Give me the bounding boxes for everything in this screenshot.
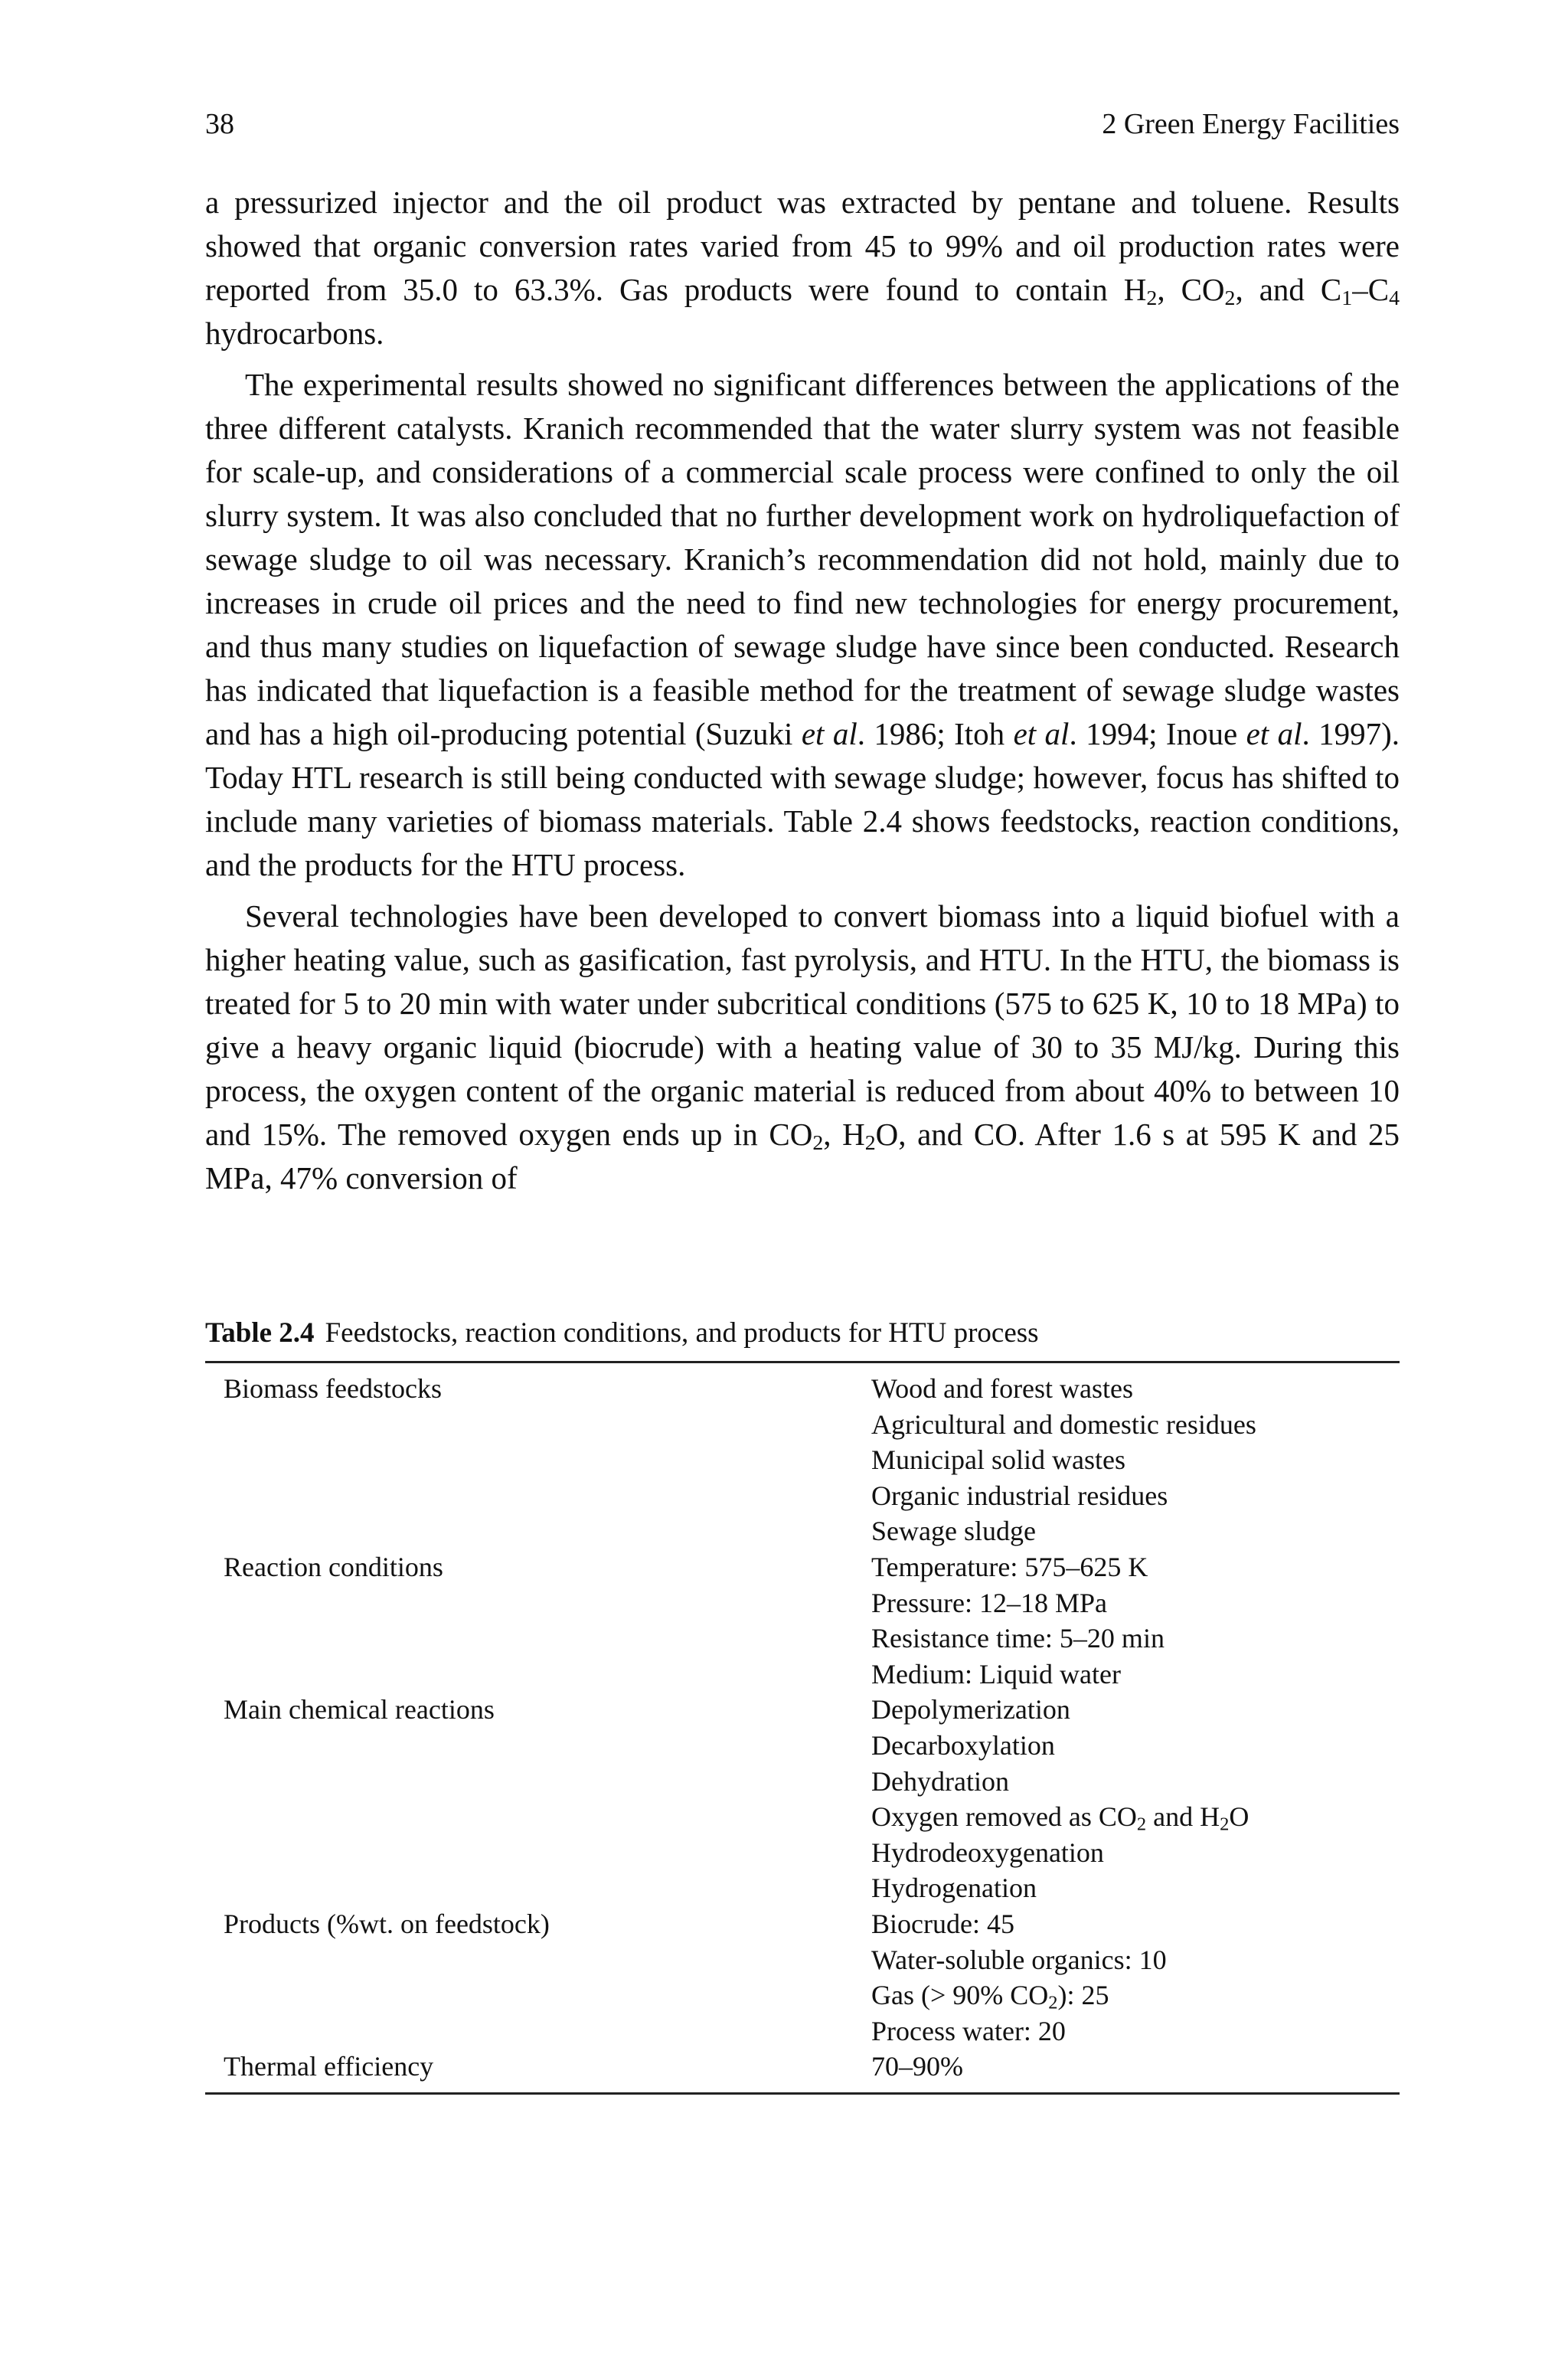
row-values xyxy=(871,1906,1400,2049)
table-caption-text: Feedstocks, reaction conditions, and products for HTU process xyxy=(325,1317,1039,1349)
row-label: Biomass feedstocks xyxy=(224,1373,442,1404)
row-values xyxy=(871,2049,1400,2085)
row-values xyxy=(871,1371,1400,1549)
row-values xyxy=(871,1549,1400,1692)
table-row xyxy=(205,2049,1400,2085)
row-value: Resistance time: 5–20 min xyxy=(871,1623,1165,1654)
row-value: Agricultural and domestic residues xyxy=(871,1408,1256,1440)
table-caption xyxy=(205,1315,1400,1352)
row-value: Medium: Liquid water xyxy=(871,1658,1121,1689)
table-label: Table 2.4 xyxy=(205,1317,315,1349)
row-value: Organic industrial residues xyxy=(871,1480,1168,1511)
row-value-gas: Gas (> 90% $CO_2$): 25 xyxy=(871,1980,1109,2013)
row-value: Process water: 20 xyxy=(871,2015,1066,2046)
row-label: Reaction conditions xyxy=(224,1551,443,1582)
row-value: Pressure: 12–18 MPa xyxy=(871,1587,1107,1618)
row-label: Products (%wt. on feedstock) xyxy=(224,1908,550,1939)
table-bottom-rule xyxy=(205,2092,1400,2095)
table-body xyxy=(205,1363,1400,2092)
row-value: Hydrodeoxygenation xyxy=(871,1837,1104,1868)
running-title: 2 Green Energy Facilities xyxy=(1102,108,1400,140)
row-value: Decarboxylation xyxy=(871,1729,1055,1761)
row-value-oxygen: Oxygen removed as $CO_2$ and $H_2O$ xyxy=(871,1801,1250,1835)
table-row xyxy=(205,1906,1400,2049)
row-label: Main chemical reactions xyxy=(224,1694,495,1725)
row-value: Temperature: 575–625 K xyxy=(871,1551,1148,1582)
body-text xyxy=(205,181,1400,1208)
row-value: Dehydration xyxy=(871,1765,1009,1797)
table-row xyxy=(205,1549,1400,1692)
paragraph-3: Several technologies have been developed to convert biomass into a liquid biofuel with a higher heating value, such as gasification, fast pyrolysis, and HTU. In the HTU, the biomass is treated for 5 to 20 min with water under subcritical conditions (575 to 625 K, 10 to 18 MPa) to give a heavy organic liquid (biocrude) with a heating value of 30 to 35 MJ/kg. During this process, the oxygen content of the organic material is reduced from about 40% to between 10 and 15%. The removed oxygen ends up in $CO_2$, $H_2O$, and CO. After 1.6 s at 595 K and 25 MPa, 47% conversion of xyxy=(205,898,1400,1196)
table-row xyxy=(205,1371,1400,1549)
row-value: Wood and forest wastes xyxy=(871,1373,1134,1404)
page-number: 38 xyxy=(205,108,234,140)
row-value: Depolymerization xyxy=(871,1694,1070,1725)
table-row xyxy=(205,1692,1400,1906)
paragraph-2: The experimental results showed no significant differences between the applications of the three different catalysts. Kranich recommended that the water slurry system was not feasible for scale-up, and considerations of a commercial scale process were confined to only the oil slurry system. It was also concluded that no further development work on hydroliquefaction of sewage sludge to oil was necessary. Kranich’s recommendation did not hold, mainly due to increases in crude oil prices and the need to find new technologies for energy procurement, and thus many studies on liquefaction of sewage sludge have since been conducted. Research has indicated that liquefaction is a feasible method for the treatment of sewage sludge wastes and has a high oil-producing potential (Suzuki et al. 1986; Itoh et al. 1994; Inoue et al. 1997). Today HTL research is still being conducted with sewage sludge; however, focus has shifted to include many varieties of biomass materials. Table 2.4 shows feedstocks, reaction conditions, and the products for the HTU process. xyxy=(205,367,1400,882)
row-value: Sewage sludge xyxy=(871,1516,1036,1547)
row-value: Biocrude: 45 xyxy=(871,1908,1014,1939)
row-value: Water-soluble organics: 10 xyxy=(871,1944,1167,1975)
row-values xyxy=(871,1692,1400,1906)
row-value: 70–90% xyxy=(871,2051,963,2082)
row-value: Municipal solid wastes xyxy=(871,1444,1125,1476)
row-label: Thermal efficiency xyxy=(224,2051,434,2082)
paragraph-1: a pressurized injector and the oil product was extracted by pentane and toluene. Results showed that organic conversion rates varied from 45 to 99% and oil production rates were reported from 35.0 to 63.3%. Gas products were found to contain $H_2$, $CO_2$, and $C_1-C_4$ hydrocarbons. xyxy=(205,185,1400,351)
table-2-4 xyxy=(205,1315,1400,2095)
row-value: Hydrogenation xyxy=(871,1873,1037,1904)
